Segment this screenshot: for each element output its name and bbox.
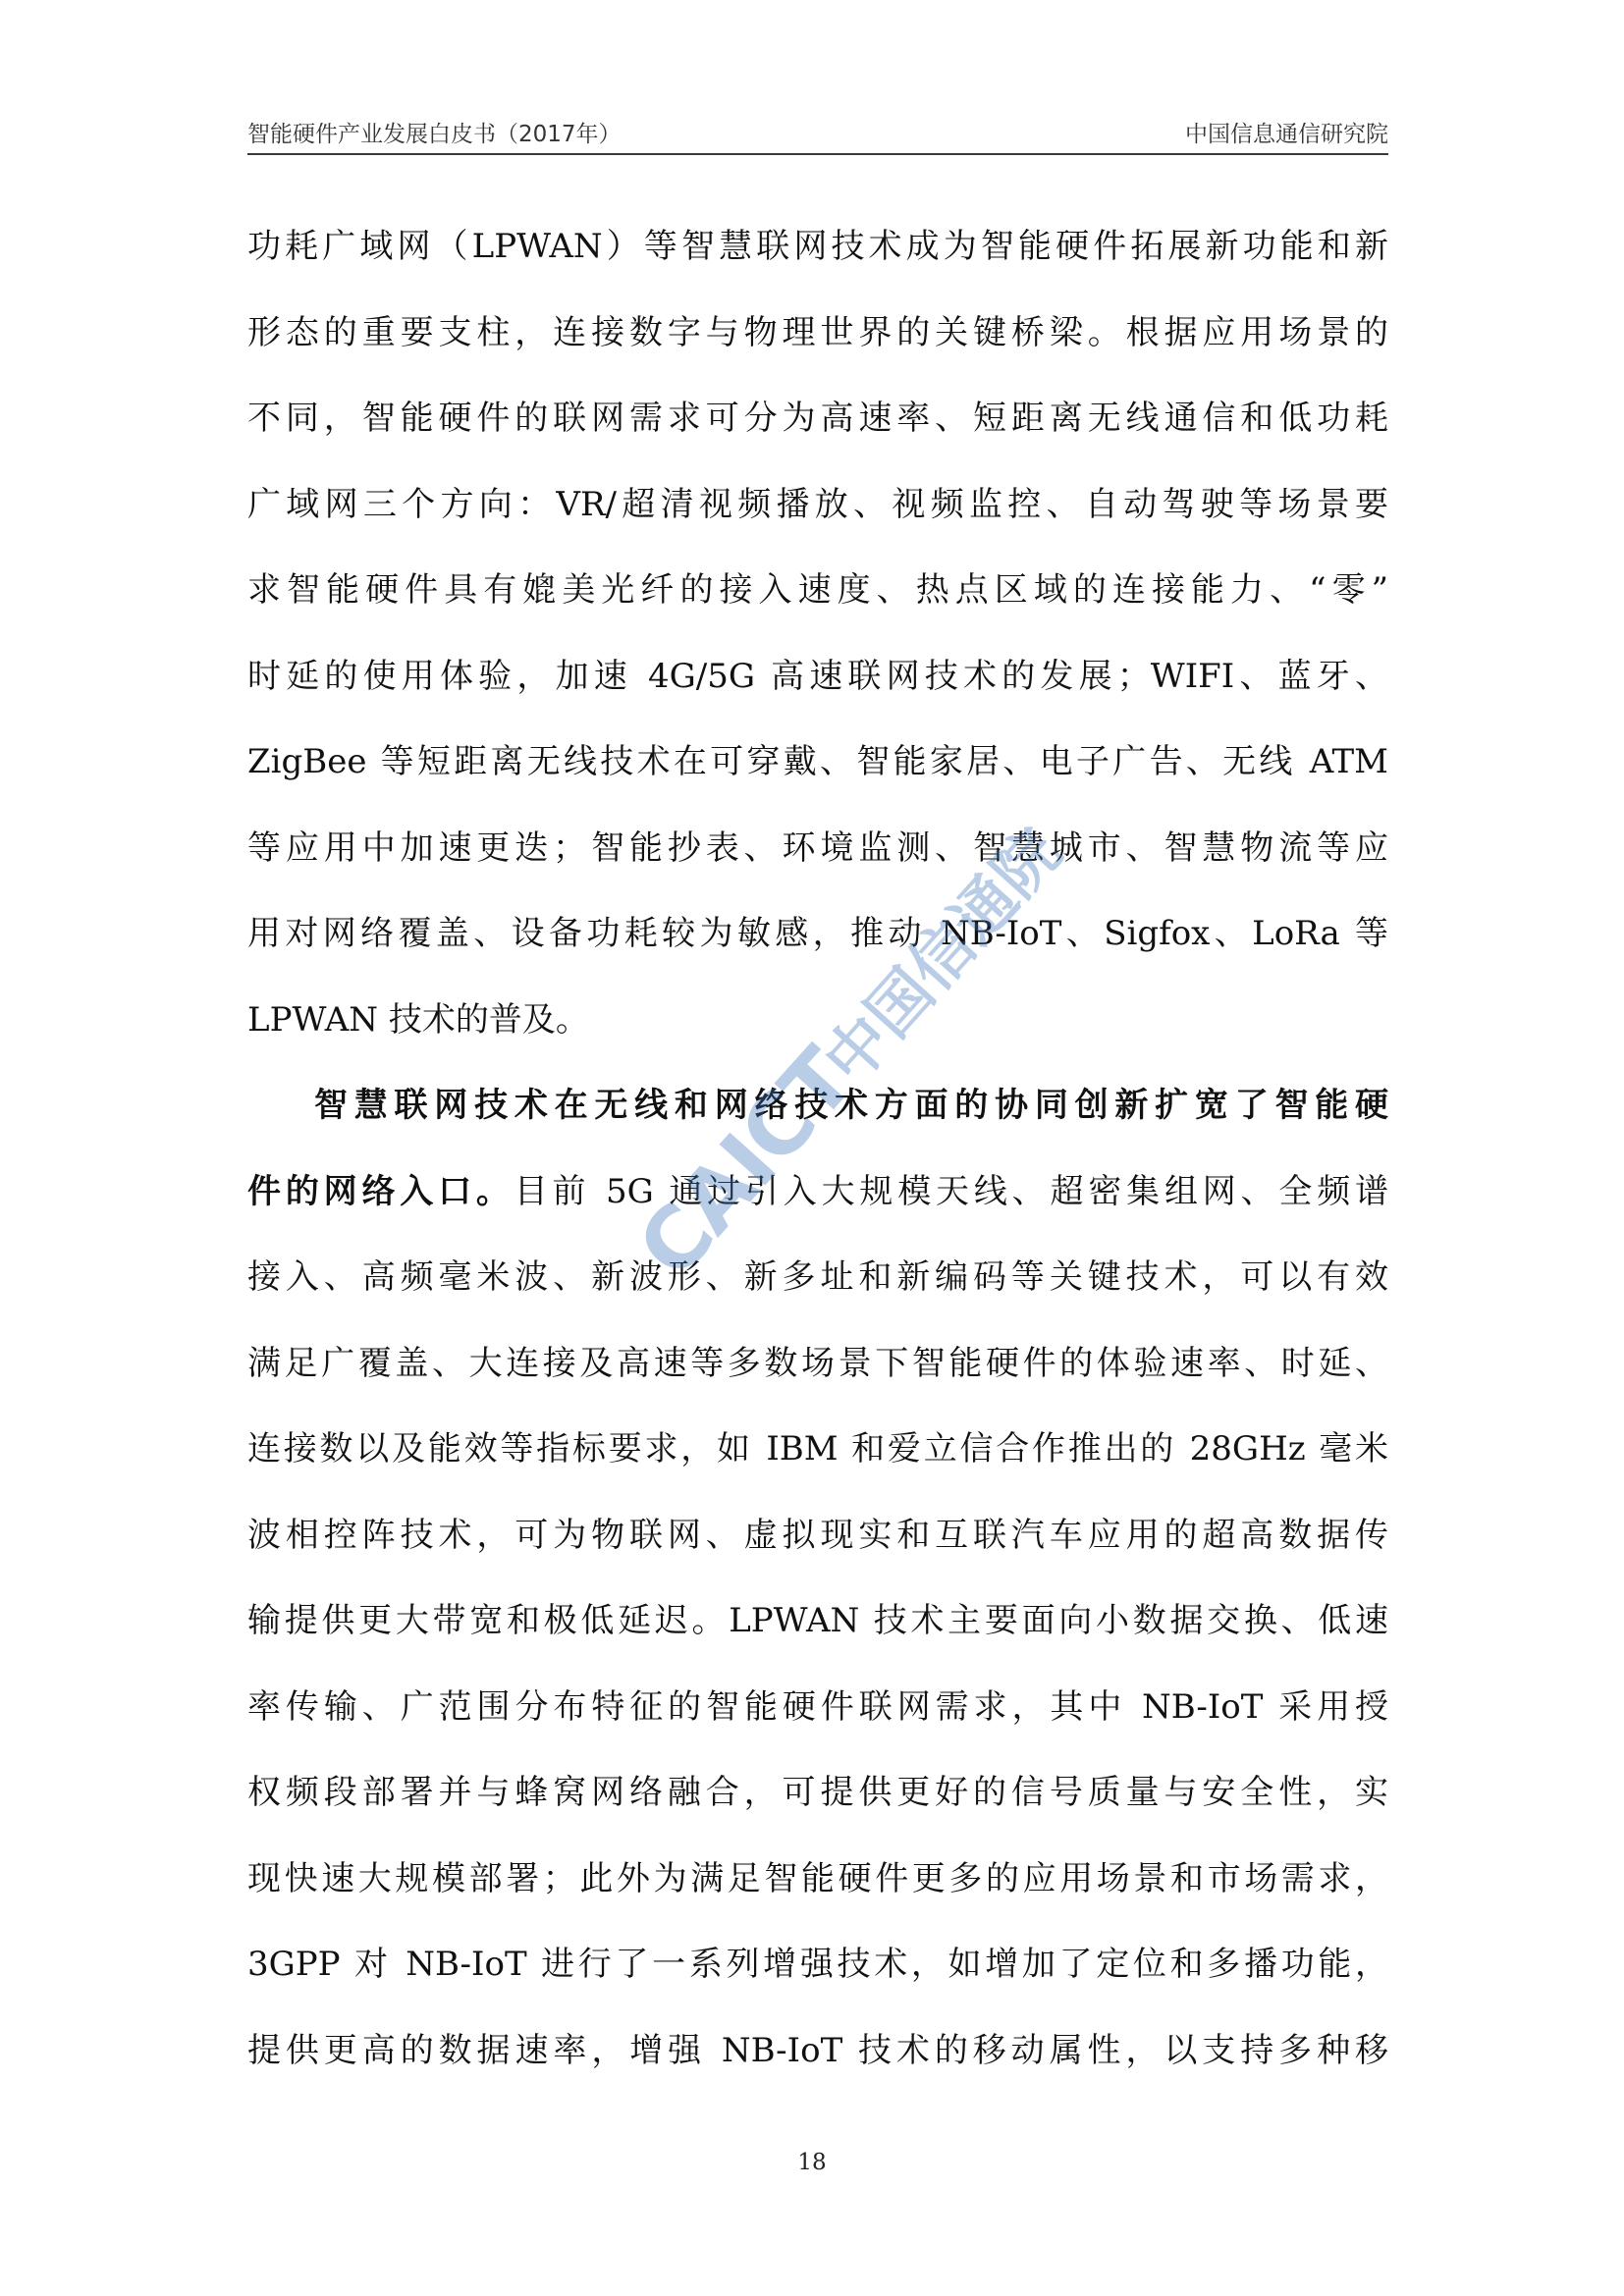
text-line: 满足广覆盖、大连接及高速等多数场景下智能硬件的体验速率、时延、	[247, 1343, 1388, 1383]
text-line: ZigBee 等短距离无线技术在可穿戴、智能家居、电子广告、无线 ATM	[247, 742, 1388, 781]
page-header	[247, 116, 1388, 149]
paragraph-1	[247, 204, 1388, 1063]
paragraph-2	[247, 1063, 1388, 2094]
body-text	[247, 204, 1388, 2094]
text-line: 率传输、广范围分布特征的智能硬件联网需求，其中 NB-IoT 采用授	[247, 1686, 1388, 1727]
text-line-rest: 目前 5G 通过引入大规模天线、超密集组网、全频谱	[514, 1171, 1388, 1211]
text-line: 权频段部署并与蜂窝网络融合，可提供更好的信号质量与安全性，实	[247, 1773, 1388, 1812]
bold-lead-sentence: 智慧联网技术在无线和网络技术方面的协同创新扩宽了智能硬	[314, 1086, 1388, 1125]
header-organization: 中国信息通信研究院	[1185, 122, 1388, 147]
text-line: 输提供更大带宽和极低延迟。LPWAN 技术主要面向小数据交换、低速	[247, 1601, 1388, 1640]
text-line: 时延的使用体验，加速 4G/5G 高速联网技术的发展；WIFI、蓝牙、	[247, 656, 1388, 696]
text-line: 广域网三个方向：VR/超清视频播放、视频监控、自动驾驶等场景要	[247, 484, 1388, 524]
text-line: 提供更高的数据速率，增强 NB-IoT 技术的移动属性，以支持多种移	[247, 2030, 1388, 2070]
text-line: 形态的重要支柱，连接数字与物理世界的关键桥梁。根据应用场景的	[247, 312, 1388, 352]
header-divider	[247, 153, 1388, 155]
header-document-title: 智能硬件产业发展白皮书（2017年）	[247, 122, 622, 147]
text-line: 不同，智能硬件的联网需求可分为高速率、短距离无线通信和低功耗	[247, 399, 1388, 438]
text-line: 接入、高频毫米波、新波形、新多址和新编码等关键技术，可以有效	[247, 1257, 1388, 1297]
text-line: 等应用中加速更迭；智能抄表、环境监测、智慧城市、智慧物流等应	[247, 828, 1388, 868]
bold-lead-sentence-end: 件的网络入口。	[247, 1171, 514, 1211]
text-line: 用对网络覆盖、设备功耗较为敏感，推动 NB-IoT、Sigfox、LoRa 等	[247, 914, 1388, 953]
page-number: 18	[797, 2150, 827, 2175]
text-line: 连接数以及能效等指标要求，如 IBM 和爱立信合作推出的 28GHz 毫米	[247, 1429, 1388, 1468]
text-line	[247, 1149, 1388, 1236]
text-line: 现快速大规模部署；此外为满足智能硬件更多的应用场景和市场需求，	[247, 1858, 1388, 1898]
text-line: 波相控阵技术，可为物联网、虚拟现实和互联汽车应用的超高数据传	[247, 1515, 1388, 1555]
watermark-cjk: 中国信通院	[810, 816, 1076, 1098]
text-line: 3GPP 对 NB-IoT 进行了一系列增强技术，如增加了定位和多播功能，	[247, 1945, 1388, 1984]
text-line: LPWAN 技术的普及。	[247, 999, 589, 1040]
text-line: 求智能硬件具有媲美光纤的接入速度、热点区域的连接能力、“零”	[247, 570, 1388, 610]
watermark-latin: CAICT	[620, 1031, 873, 1297]
text-line: 功耗广域网（LPWAN）等智慧联网技术成为智能硬件拓展新功能和新	[247, 227, 1388, 266]
